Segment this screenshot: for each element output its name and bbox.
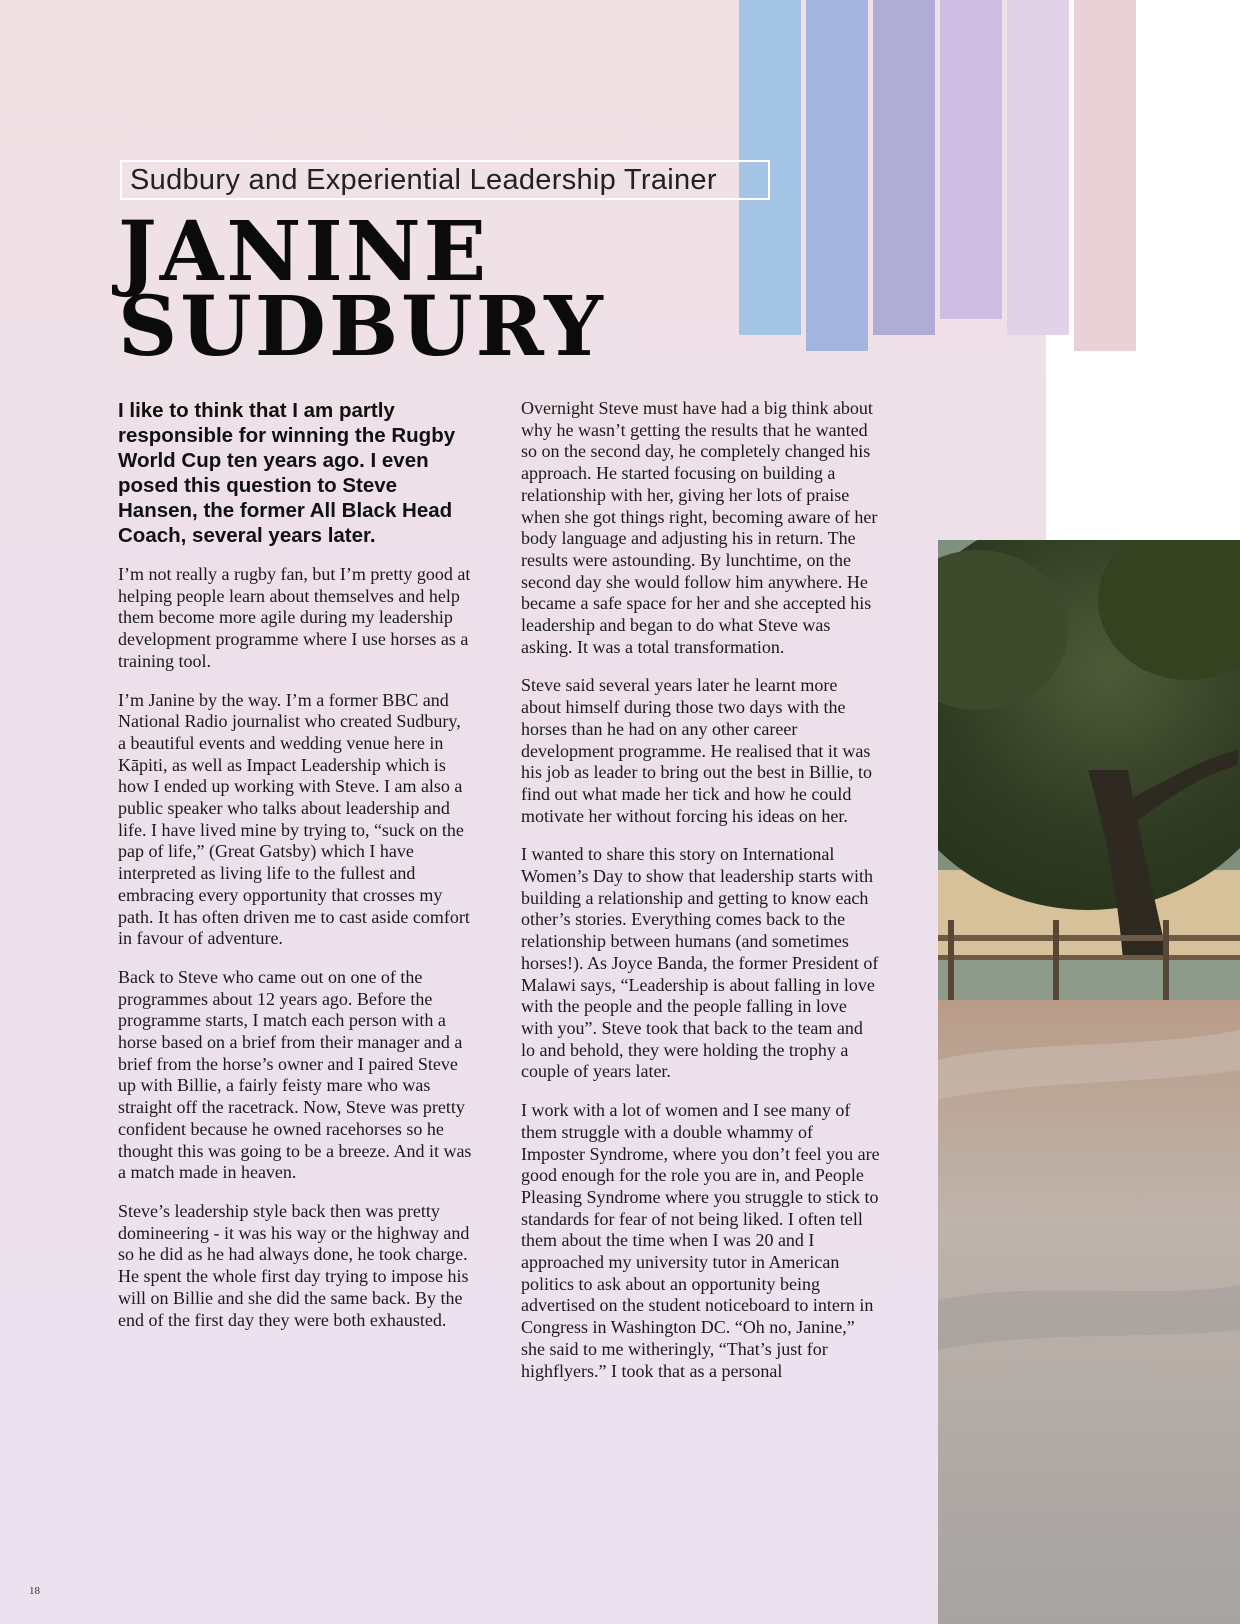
color-stripe-5 [1007,0,1069,335]
color-stripe-6 [1074,0,1136,351]
name-line-1: JANINE [118,204,490,300]
name-line-2: SUDBURY [118,279,606,375]
body-paragraph: I work with a lot of women and I see many of them struggle with a double whammy of Imposter Syndrome, where you don’t feel you are good enough for the role you are in, and People Pleasing Syndrome where you struggle to stick to standards for fear of not being liked. I often tell them about the time when I was 20 and I approached my university tutor in American politics to ask about an opportunity being advertised on the student noticeboard to intern in Congress in Washington DC. “Oh no, Janine,” she said to me witheringly, “That’s just for highflyers.” I took that as a personal [521,1100,880,1381]
page-number: 18 [29,1585,40,1597]
body-paragraph: Steve’s leadership style back then was pretty domineering - it was his way or the highway and so he did as he had always done, he took charge. He spent the whole first day trying to impose his will on Billie and she did the same back. By the end of the first day they were both exhausted. [118,1200,470,1330]
right-column [521,398,881,1399]
lead-paragraph: I like to think that I am partly responsible for winning the Rugby World Cup ten years ago. I even posed this question to Steve Hansen, the former All Black Head Coach, several years later. [118,399,456,547]
color-stripe-4 [940,0,1002,319]
body-paragraph: Overnight Steve must have had a big think about why he wasn’t getting the results that he wanted so on the second day, he completely changed his approach. He started focusing on building a relationship with her, giving her lots of praise when she got things right, becoming aware of her body language and adjusting his in return. The results were astounding. By lunchtime, on the second day she would follow him anywhere. He became a safe space for her and she accepted his leadership and began to do what Steve was asking. It was a total transformation. [521,398,878,657]
body-paragraph: I’m not really a rugby fan, but I’m pretty good at helping people learn about themselves and help them become more agile during my leadership development programme where I use horses as a training tool. [118,564,471,671]
body-paragraph: I wanted to share this story on International Women’s Day to show that leadership starts with building a relationship and getting to know each other’s stories. Everything comes back to the relationship between humans (and sometimes horses!). As Joyce Banda, the former President of Malawi says, “Leadership is about falling in love with the people and the people falling in love with you”. Steve took that back to the team and lo and behold, they were holding the trophy a couple of years later. [521,844,879,1082]
subtitle-box [120,160,770,200]
left-column [118,398,473,1348]
body-paragraph: Back to Steve who came out on one of the programmes about 12 years ago. Before the programme starts, I match each person with a horse based on a brief from their manager and a brief from the horse’s owner and I paired Steve up with Billie, a fairly feisty mare who was straight off the racetrack. Now, Steve was pretty confident because he owned racehorses so he thought this was going to be a breeze. And it was a match made in heaven. [118,966,472,1183]
subtitle: Sudbury and Experiential Leadership Trainer [130,163,717,196]
body-paragraph: Steve said several years later he learnt more about himself during those two days with the horses than he had on any other career development programme. He realised that it was his job as leader to bring out the best in Billie, to find out what made her tick and how he could motivate her without forcing his ideas on her. [521,675,872,826]
page-title [118,204,606,375]
body-paragraph: I’m Janine by the way. I’m a former BBC and National Radio journalist who created Sudbury, a beautiful events and wedding venue here in Kāpiti, as well as Impact Leadership which is how I ended up working with Steve. I am also a public speaker who talks about leadership and life. I have lived mine by trying to, “suck on the pap of life,” (Great Gatsby) which I have interpreted as living life to the fullest and embracing every opportunity that crosses my path. It has often driven me to cast aside comfort in favour of adventure. [118,689,470,949]
color-stripe-3 [873,0,935,335]
tree-paddock-photo [938,540,1240,1624]
color-stripe-2 [806,0,868,351]
